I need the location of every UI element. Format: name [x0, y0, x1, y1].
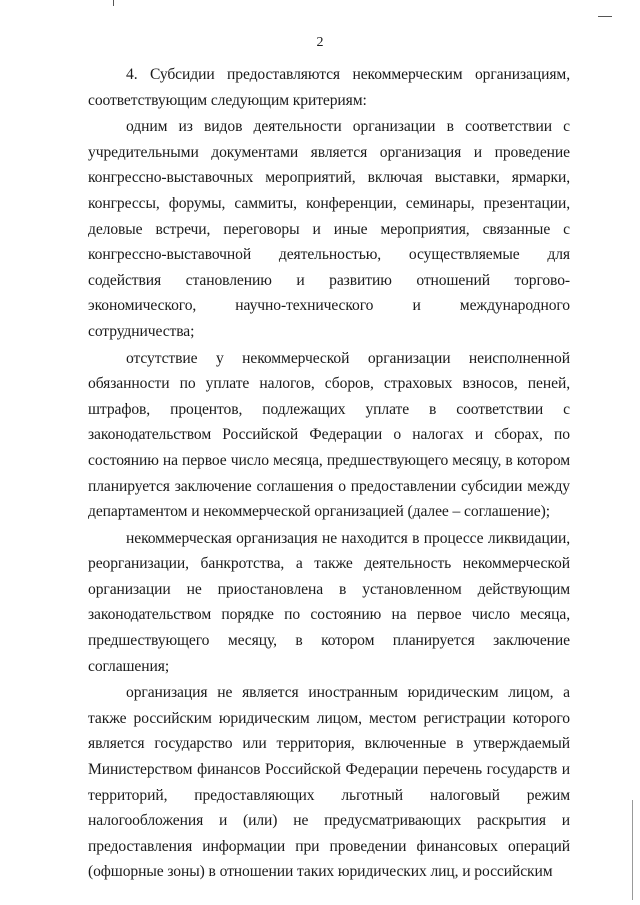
page-number: 2 [316, 35, 324, 50]
paragraph-subsidy-intro: 4. Субсидии предоставляются некоммерческим организациям, соответствующим следующим критериям: [88, 66, 570, 109]
scan-mark-top [113, 0, 114, 6]
paragraph-not-foreign-criterion: организация не является иностранным юридическим лицом, а также российским юридическим лицом, местом регистрации которого является государство или территория, включенные в утверждаемый Министерством финансов Российской Федерации перечень государств и территорий, предоставляющих льготный налоговый режим налогообложения и (или) не предусматривающих раскрытия и предоставления информации при проведении финансовых операций (офшорные зоны) в отношении таких юридических лиц, и российским [88, 684, 570, 881]
paragraph-no-tax-debt-criterion: отсутствие у некоммерческой организации неисполненной обязанности по уплате налогов, сборов, страховых взносов, пеней, штрафов, процентов, подлежащих уплате в соответствии с законодательством Российской Федерации о налогах и сборах, по состоянию на первое число месяца, предшествующего месяцу, в котором планируется заключение соглашения о предоставлении субсидии между департаментом и некоммерческой организацией (далее – соглашение); [88, 349, 570, 521]
paragraph-no-liquidation-criterion: некоммерческая организация не находится в процессе ликвидации, реорганизации, банкротства, а также деятельность некоммерческой организации не приостановлена в установленном действующим законодательством порядке по состоянию на первое число месяца, предшествующего месяцу, в котором планируется заключение соглашения; [88, 529, 570, 675]
paragraph-activity-criterion: одним из видов деятельности организации в соответствии с учредительными документами является организация и проведение конгрессно-выставочных мероприятий, включая выставки, ярмарки, конгрессы, форумы, саммиты, конференции, семинары, презентации, деловые встречи, переговоры и иные мероприятия, связанные с конгрессно-выставочной деятельностью, осуществляемые для содействия становлению и развитию отношений торгово-экономического, научно-технического и международного сотрудничества; [88, 118, 570, 340]
scan-mark-top-right [598, 16, 612, 17]
document-body [88, 62, 570, 885]
scan-mark-right-edge [632, 800, 633, 900]
